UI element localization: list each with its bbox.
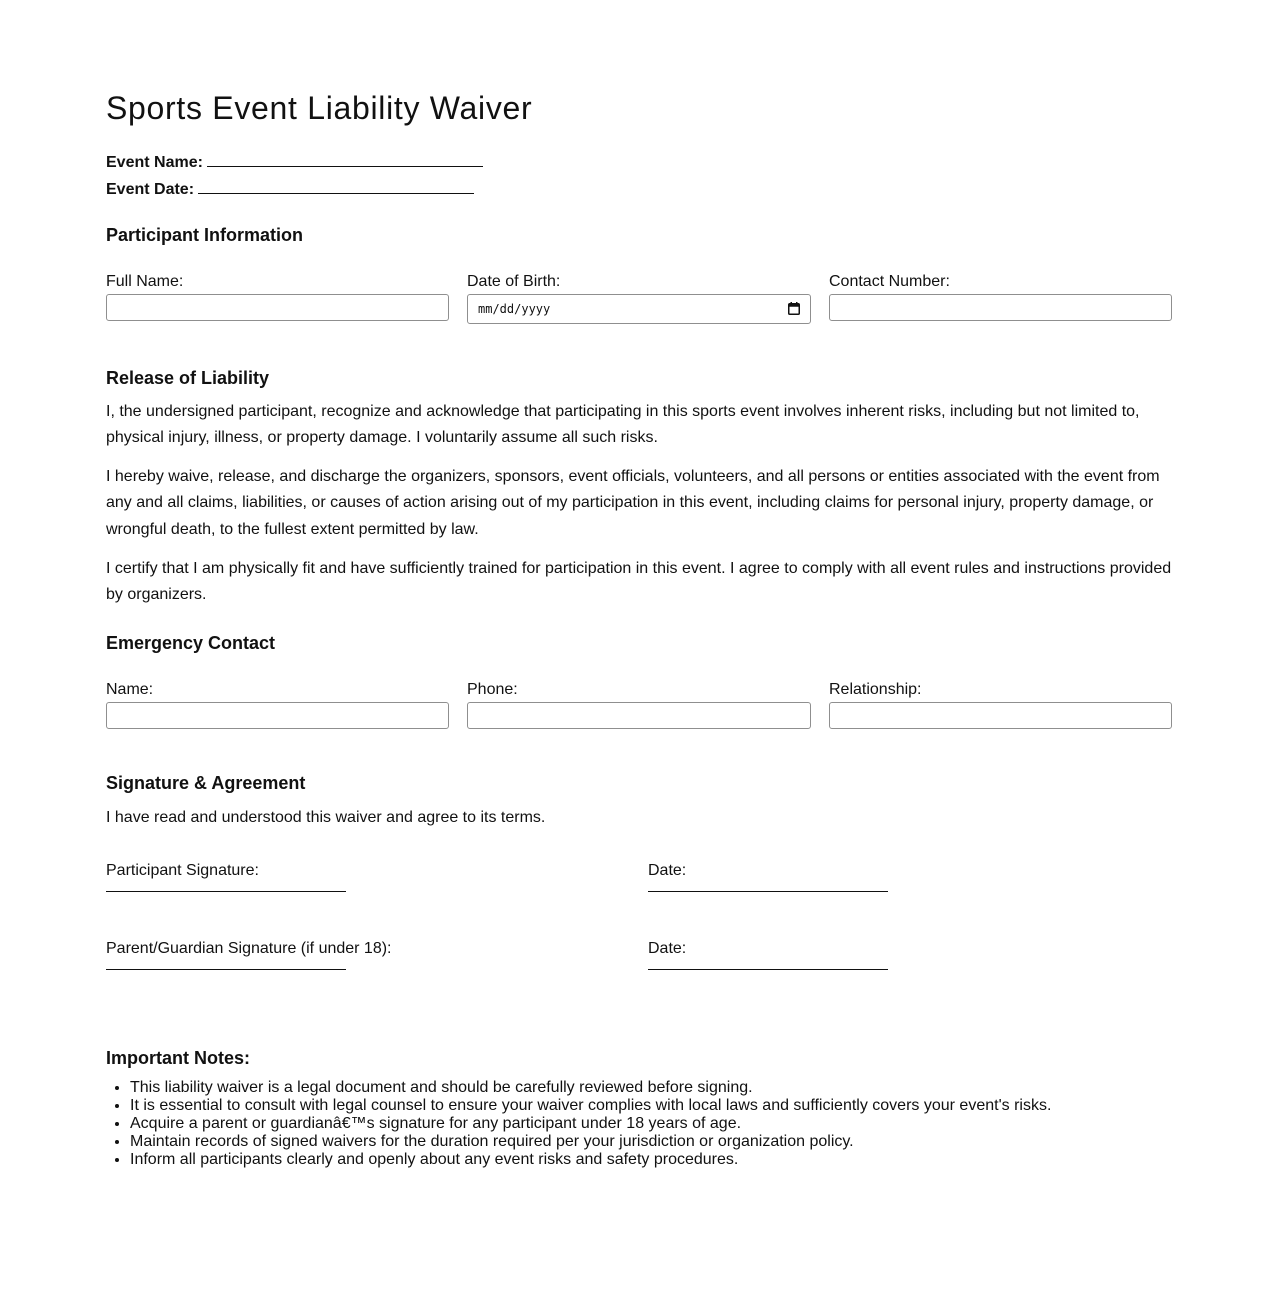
emergency-name-input[interactable] — [106, 702, 449, 729]
emergency-fields — [106, 680, 1172, 740]
note-item: • Inform all participants clearly and openly about any event risks and safety procedures. — [130, 1151, 1051, 1169]
notes-list — [106, 1079, 1051, 1169]
participant-date-label: Date: — [648, 862, 687, 879]
release-paragraph-3: I certify that I am physically fit and have sufficiently trained for participation in this event. I agree to comply with all event rules and instructions provided by organizers. — [106, 560, 1172, 604]
event-date-line — [106, 177, 474, 200]
agreement-statement: I have read and understood this waiver and agree to its terms. — [106, 809, 546, 826]
note-item: • This liability waiver is a legal document and should be carefully reviewed before signing. — [130, 1079, 1051, 1097]
note-item: • It is essential to consult with legal counsel to ensure your waiver complies with local laws and sufficiently covers your event's risks. — [130, 1097, 1051, 1115]
guardian-signature-line[interactable] — [106, 969, 346, 970]
contact-number-input[interactable] — [829, 294, 1172, 321]
participant-signature-line[interactable] — [106, 891, 346, 892]
dob-input[interactable] — [467, 294, 811, 324]
release-paragraph-1: I, the undersigned participant, recognize and acknowledge that participating in this sports event involves inherent risks, including but not limited to, physical injury, illness, or property damage. I voluntarily assume all such risks. — [106, 403, 1140, 447]
signature-heading: Signature & Agreement — [106, 773, 306, 793]
emergency-relationship-input[interactable] — [829, 702, 1172, 729]
note-item: • Acquire a parent or guardianâ€™s signature for any participant under 18 years of age. — [130, 1115, 1051, 1133]
note-item: • Maintain records of signed waivers for the duration required per your jurisdiction or organization policy. — [130, 1133, 1051, 1151]
emergency-phone-label: Phone: — [467, 681, 518, 698]
guardian-signature-label: Parent/Guardian Signature (if under 18): — [106, 940, 392, 957]
emergency-phone-input[interactable] — [467, 702, 811, 729]
emergency-relationship-label: Relationship: — [829, 681, 922, 698]
event-name-label: Event Name: — [106, 154, 203, 171]
event-name-line — [106, 150, 483, 173]
release-heading: Release of Liability — [106, 368, 270, 388]
guardian-date-line[interactable] — [648, 969, 888, 970]
event-name-blank — [207, 150, 483, 167]
full-name-label: Full Name: — [106, 273, 184, 290]
contact-number-label: Contact Number: — [829, 273, 950, 290]
event-date-label: Event Date: — [106, 181, 195, 198]
event-date-blank — [198, 177, 474, 194]
guardian-date-label: Date: — [648, 940, 687, 957]
emergency-name-label: Name: — [106, 681, 154, 698]
participant-date-line[interactable] — [648, 891, 888, 892]
notes-heading: Important Notes: — [106, 1048, 250, 1068]
release-paragraph-2: I hereby waive, release, and discharge the organizers, sponsors, event officials, volunteers, and all persons or entities associated with the event from any and all claims, liabilities, or causes of action arising out of my participation in this event, including claims for personal injury, property damage, or wrongful death, to the fullest extent permitted by law. — [106, 468, 1160, 538]
participant-fields — [106, 272, 1172, 332]
page-title: Sports Event Liability Waiver — [106, 90, 533, 126]
dob-placeholder: mm/dd/yyyy — [478, 302, 551, 316]
participant-signature-label: Participant Signature: — [106, 862, 259, 879]
full-name-input[interactable] — [106, 294, 449, 321]
emergency-heading: Emergency Contact — [106, 633, 276, 653]
calendar-icon[interactable] — [788, 302, 800, 315]
dob-label: Date of Birth: — [467, 273, 561, 290]
participant-heading: Participant Information — [106, 225, 304, 245]
